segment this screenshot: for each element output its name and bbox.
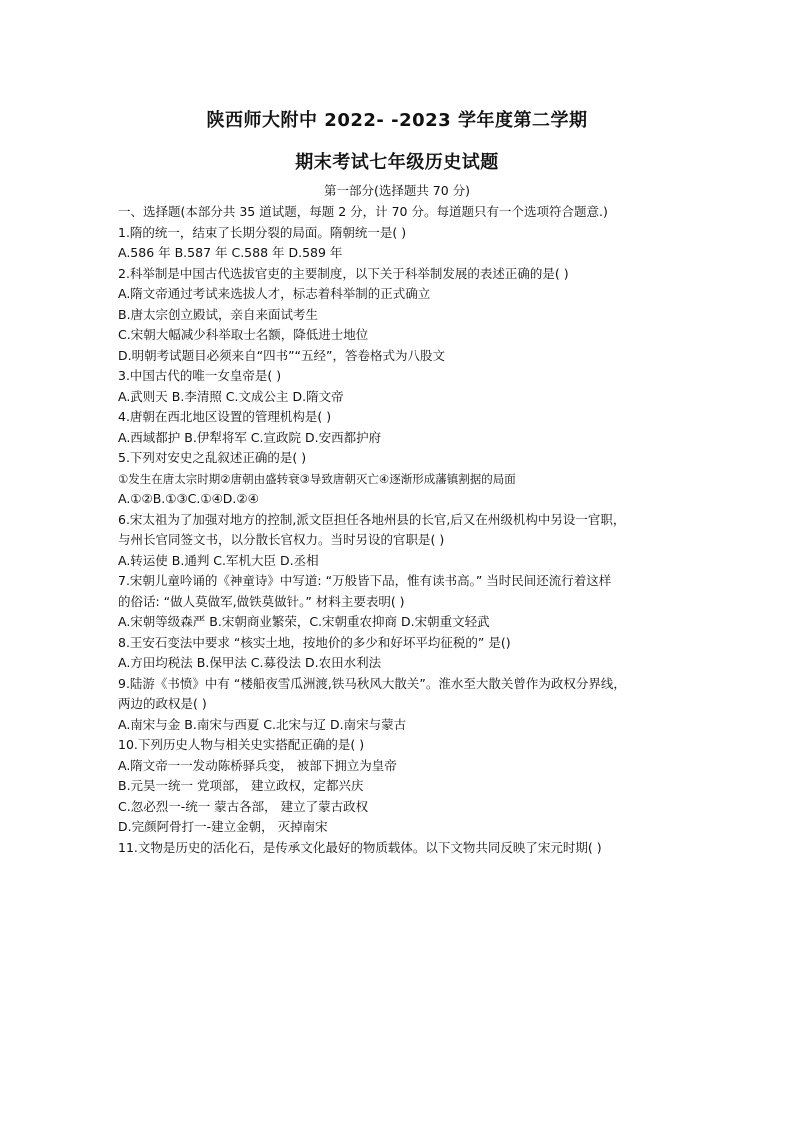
question-6-continued: 与州长官同签文书，以分散长官权力。当时另设的官职是( ) <box>118 532 445 547</box>
question-5-statements: ①发生在唐太宗时期②唐朝由盛转衰③导致唐朝灭亡④逐渐形成藩镇割据的局面 <box>118 471 516 486</box>
question-9-continued: 两边的政权是( ) <box>118 696 207 711</box>
question-2-option-b: B.唐太宗创立殿试，亲自来面试考生 <box>118 306 319 322</box>
question-1: 1.隋的统一，结束了长期分裂的局面。隋朝统一是( ) <box>118 224 407 240</box>
question-7: 7.宋朝儿童吟诵的《神童诗》中写道: “万般皆下品，惟有读书高。” 当时民间还流行着这样 <box>118 573 612 588</box>
question-8-options: A.方田均税法 B.保甲法 C.募役法 D.农田水利法 <box>118 655 382 670</box>
question-2-option-c: C.宋朝大幅减少科举取士名额，降低进士地位 <box>118 327 369 342</box>
question-10-option-b: B.元昊一统一 党项部， 建立政权，定都兴庆 <box>118 778 364 793</box>
question-11: 11.文物是历史的活化石，是传承文化最好的物质载体。以下文物共同反映了宋元时期( ) <box>118 839 602 855</box>
question-8: 8.王安石变法中要求 “核实土地，按地价的多少和好坏平均征税的” 是() <box>118 634 511 650</box>
question-3-options: A.武则天 B.李清照 C.文成公主 D.隋文帝 <box>118 388 344 404</box>
question-9: 9.陆游《书愤》中有 “楼船夜雪瓜洲渡,铁马秋风大散关”。淮水至大散关曾作为政权分界线， <box>118 675 626 691</box>
question-6-options: A.转运使 B.通判 C.军机大臣 D.丞相 <box>118 552 319 568</box>
exam-title: 陕西师大附中 2022- -2023 学年度第二学期 <box>206 110 588 131</box>
question-7-continued: 的俗话: “做人莫做军,做铁莫做针。” 材料主要表明( ) <box>118 593 405 609</box>
question-2: 2.科举制是中国古代选拔官吏的主要制度，以下关于科举制发展的表述正确的是( ) <box>118 265 569 281</box>
question-9-options: A.南宋与金 B.南宋与西夏 C.北宋与辽 D.南宋与蒙古 <box>118 716 407 732</box>
question-10-option-a: A.隋文帝一一发动陈桥驿兵变， 被部下拥立为皇帝 <box>118 757 397 773</box>
exam-subject-title: 期末考试七年级历史试题 <box>295 152 499 173</box>
question-7-options: A.宋朝等级森严 B.宋朝商业繁荣，C.宋朝重农抑商 D.宋朝重文轻武 <box>118 614 490 629</box>
question-5: 5.下列对安史之乱叙述正确的是( ) <box>118 450 307 465</box>
question-10: 10.下列历史人物与相关史实搭配正确的是( ) <box>118 737 365 752</box>
question-6: 6.宋太祖为了加强对地方的控制,派文臣担任各地州县的长官,后又在州级机构中另设一官职， <box>118 511 626 527</box>
question-2-option-d: D.明朝考试题目必须来自“四书”“五经”，答卷格式为八股文 <box>118 347 446 363</box>
question-4: 4.唐朝在西北地区设置的管理机构是( ) <box>118 409 332 424</box>
question-4-options: A.西域都护 B.伊犁将军 C.宣政院 D.安西都护府 <box>118 429 382 445</box>
question-3: 3.中国古代的唯一女皇帝是( ) <box>118 368 282 383</box>
part-heading: 第一部分(选择题共 70 分) <box>323 183 471 198</box>
question-5-options: A.①②B.①③C.①④D.②④ <box>118 491 259 506</box>
question-10-option-c: C.忽必烈一-统一 蒙古各部， 建立了蒙古政权 <box>118 798 369 814</box>
question-1-options: A.586 年 B.587 年 C.588 年 D.589 年 <box>118 245 343 260</box>
question-2-option-a: A.隋文帝通过考试来选拔人才，标志着科举制的正式确立 <box>118 286 431 301</box>
section-instructions: 一、选择题(本部分共 35 道试题，每题 2 分，计 70 分。每道题只有一个选项符合题意.) <box>118 204 608 219</box>
question-10-option-d: D.完颜阿骨打一-建立金朝， 灭掉南宋 <box>118 819 328 834</box>
question-list <box>118 202 688 858</box>
